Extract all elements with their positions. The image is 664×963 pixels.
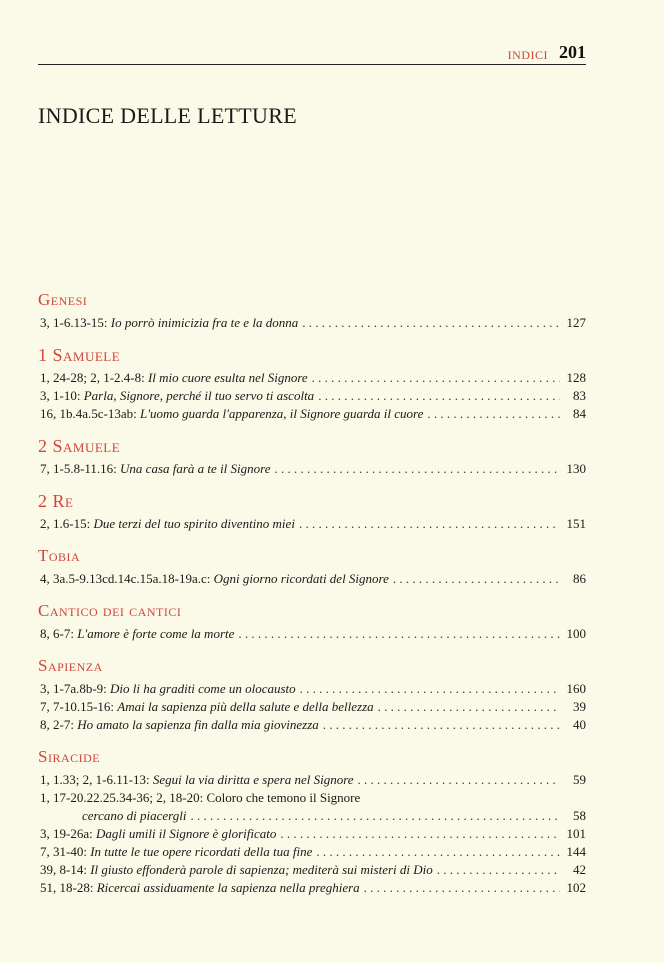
running-head bbox=[38, 42, 586, 65]
entry-page: 144 bbox=[566, 844, 586, 859]
entry-page: 40 bbox=[573, 717, 586, 732]
entry-title: Ogni giorno ricordati del Signore bbox=[213, 571, 389, 586]
entry-title: Dio li ha graditi come un olocausto bbox=[110, 681, 296, 696]
index-entry bbox=[38, 570, 586, 588]
index-entry bbox=[38, 405, 586, 423]
dot-leader bbox=[364, 879, 560, 897]
entry-page: 100 bbox=[566, 626, 586, 641]
entry-title-continued: cercano di piacergli bbox=[82, 808, 187, 823]
entry-page: 101 bbox=[566, 826, 586, 841]
index-entry bbox=[38, 879, 586, 897]
entry-line bbox=[40, 570, 586, 588]
entry-title: L'amore è forte come la morte bbox=[77, 626, 235, 641]
entry-title: Parla, Signore, perché il tuo servo ti ascolta bbox=[83, 388, 315, 403]
index-entry bbox=[38, 369, 586, 387]
index-entry bbox=[38, 680, 586, 698]
index-section bbox=[38, 652, 586, 734]
entry-page: 130 bbox=[566, 461, 586, 476]
index-section bbox=[38, 432, 586, 478]
section-title: Genesi bbox=[38, 290, 88, 309]
section-title: Sapienza bbox=[38, 656, 103, 675]
entry-reference: 3, 1-7a.8b-9: bbox=[40, 681, 107, 696]
entry-title: Coloro che temono il Signore bbox=[206, 790, 361, 805]
entry-title: Ricercai assiduamente la sapienza nella preghiera bbox=[96, 880, 360, 895]
entry-title: Ho amato la sapienza fin dalla mia giovinezza bbox=[77, 717, 319, 732]
index-entry bbox=[38, 771, 586, 789]
section-title: 2 Samuele bbox=[38, 436, 121, 456]
page-number: 201 bbox=[559, 42, 586, 62]
entry-title: Il giusto effonderà parole di sapienza; mediterà sui misteri di Dio bbox=[90, 862, 433, 877]
entry-page: 127 bbox=[566, 315, 586, 330]
entry-line bbox=[40, 369, 586, 387]
dot-leader bbox=[299, 515, 560, 533]
section-title: Siracide bbox=[38, 747, 101, 766]
index-section bbox=[38, 286, 586, 332]
index-entry bbox=[38, 625, 586, 643]
dot-leader bbox=[318, 387, 560, 405]
index-entry bbox=[38, 861, 586, 879]
entry-reference: 39, 8-14: bbox=[40, 862, 87, 877]
entry-line bbox=[40, 861, 586, 879]
entry-reference: 1, 24-28; 2, 1-2.4-8: bbox=[40, 370, 145, 385]
entry-title: Due terzi del tuo spirito diventino miei bbox=[93, 516, 295, 531]
entry-reference: 51, 18-28: bbox=[40, 880, 94, 895]
entry-reference: 1, 1.33; 2, 1-6.11-13: bbox=[40, 772, 150, 787]
entry-page: 59 bbox=[573, 772, 586, 787]
index-entry bbox=[38, 843, 586, 861]
dot-leader bbox=[312, 369, 560, 387]
entry-title: Io porrò inimicizia fra te e la donna bbox=[110, 315, 299, 330]
section-title: Cantico dei cantici bbox=[38, 601, 182, 620]
entry-reference: 4, 3a.5-9.13cd.14c.15a.18-19a.c: bbox=[40, 571, 211, 586]
entry-title: Una casa farà a te il Signore bbox=[120, 461, 271, 476]
index-section bbox=[38, 597, 586, 643]
entry-reference: 3, 1-6.13-15: bbox=[40, 315, 108, 330]
entry-page: 151 bbox=[566, 516, 586, 531]
page-title: INDICE DELLE LETTURE bbox=[38, 103, 297, 128]
index-section bbox=[38, 743, 586, 897]
entry-page: 160 bbox=[566, 681, 586, 696]
index-section bbox=[38, 487, 586, 533]
entry-page: 58 bbox=[573, 808, 586, 823]
entry-title: Il mio cuore esulta nel Signore bbox=[147, 370, 308, 385]
reading-index bbox=[38, 286, 586, 906]
entry-reference: 3, 19-26a: bbox=[40, 826, 93, 841]
entry-line bbox=[40, 680, 586, 698]
index-section bbox=[38, 341, 586, 423]
entry-line bbox=[40, 314, 586, 332]
entry-line bbox=[40, 698, 586, 716]
index-entry bbox=[38, 789, 586, 825]
entry-line bbox=[40, 843, 586, 861]
entry-line-continued bbox=[40, 807, 586, 825]
entry-line bbox=[40, 879, 586, 897]
dot-leader bbox=[427, 405, 560, 423]
index-entry bbox=[38, 387, 586, 405]
index-entry bbox=[38, 716, 586, 734]
dot-leader bbox=[316, 843, 560, 861]
index-entry bbox=[38, 314, 586, 332]
entry-reference: 7, 31-40: bbox=[40, 844, 87, 859]
dot-leader bbox=[323, 716, 560, 734]
section-title: 2 Re bbox=[38, 491, 74, 511]
dot-leader bbox=[393, 570, 560, 588]
entry-line bbox=[40, 405, 586, 423]
dot-leader bbox=[358, 771, 560, 789]
entry-reference: 2, 1.6-15: bbox=[40, 516, 91, 531]
entry-title: L'uomo guarda l'apparenza, il Signore guarda il cuore bbox=[140, 406, 424, 421]
entry-line bbox=[40, 825, 586, 843]
entry-page: 128 bbox=[566, 370, 586, 385]
entry-reference: 16, 1b.4a.5c-13ab: bbox=[40, 406, 137, 421]
entry-line bbox=[40, 771, 586, 789]
entry-title: Segui la via diritta e spera nel Signore bbox=[152, 772, 354, 787]
dot-leader bbox=[280, 825, 560, 843]
entry-reference: 7, 7-10.15-16: bbox=[40, 699, 115, 714]
entry-line bbox=[40, 789, 586, 807]
entry-title: Dagli umili il Signore è glorificato bbox=[95, 826, 277, 841]
entry-reference: 1, 17-20.22.25.34-36; 2, 18-20: bbox=[40, 790, 204, 805]
entry-line bbox=[40, 387, 586, 405]
dot-leader bbox=[302, 314, 560, 332]
entry-page: 102 bbox=[566, 880, 586, 895]
entry-reference: 8, 6-7: bbox=[40, 626, 74, 641]
dot-leader bbox=[275, 460, 561, 478]
dot-leader bbox=[238, 625, 560, 643]
entry-reference: 3, 1-10: bbox=[40, 388, 81, 403]
entry-reference: 8, 2-7: bbox=[40, 717, 74, 732]
dot-leader bbox=[300, 680, 560, 698]
entry-page: 42 bbox=[573, 862, 586, 877]
running-head-label: INDICI bbox=[507, 48, 548, 62]
index-entry bbox=[38, 460, 586, 478]
entry-page: 84 bbox=[573, 406, 586, 421]
section-title: Tobia bbox=[38, 546, 81, 565]
dot-leader bbox=[378, 698, 560, 716]
entry-page: 86 bbox=[573, 571, 586, 586]
index-entry bbox=[38, 825, 586, 843]
entry-title: In tutte le tue opere ricordati della tua fine bbox=[90, 844, 313, 859]
dot-leader bbox=[437, 861, 560, 879]
section-title: 1 Samuele bbox=[38, 345, 121, 365]
entry-line bbox=[40, 460, 586, 478]
entry-line bbox=[40, 625, 586, 643]
index-entry bbox=[38, 698, 586, 716]
entry-page: 39 bbox=[573, 699, 586, 714]
entry-title: Amai la sapienza più della salute e della bellezza bbox=[117, 699, 374, 714]
entry-line bbox=[40, 716, 586, 734]
index-entry bbox=[38, 515, 586, 533]
entry-page: 83 bbox=[573, 388, 586, 403]
entry-reference: 7, 1-5.8-11.16: bbox=[40, 461, 117, 476]
dot-leader bbox=[190, 807, 560, 825]
entry-line bbox=[40, 515, 586, 533]
index-section bbox=[38, 542, 586, 588]
